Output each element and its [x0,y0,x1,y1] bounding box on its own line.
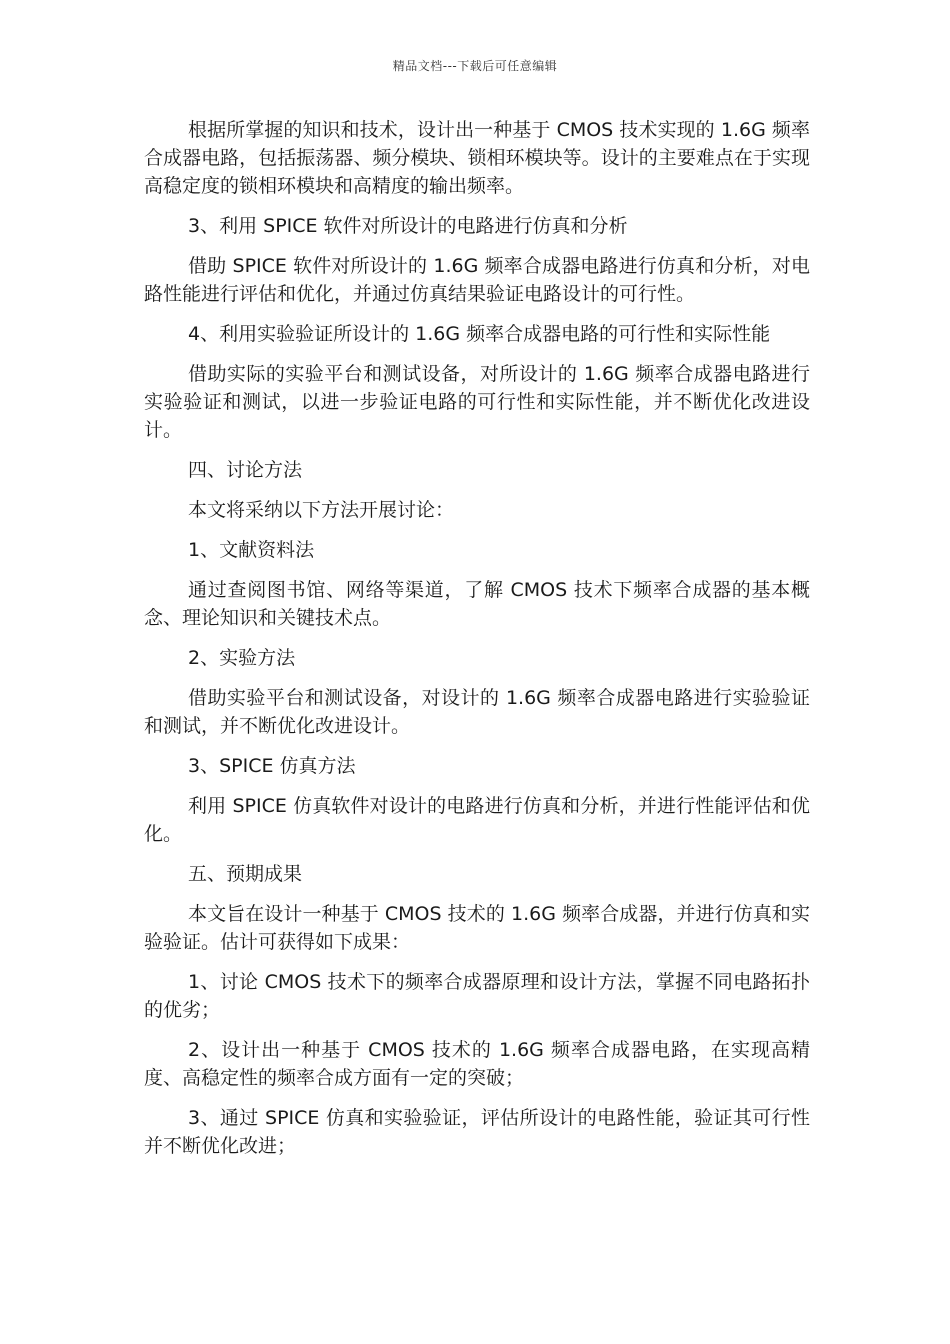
paragraph-experiment: 借助实验平台和测试设备，对设计的 1.6G 频率合成器电路进行实验验证和测试，并不断优化改进设计。 [144,687,810,737]
method-heading-experiment: 2、实验方法 [188,647,296,669]
paragraph-results-intro: 本文旨在设计一种基于 CMOS 技术的 1.6G 频率合成器，并进行仿真和实验验证。估计可获得如下成果： [144,903,810,953]
result-item-2: 2、设计出一种基于 CMOS 技术的 1.6G 频率合成器电路，在实现高精度、高稳定性的频率合成方面有一定的突破； [144,1039,810,1089]
paragraph-experiment-verification: 借助实际的实验平台和测试设备，对所设计的 1.6G 频率合成器电路进行实验验证和测试，以进一步验证电路的可行性和实际性能，并不断优化改进设计。 [144,363,810,441]
paragraph-design-description: 根据所掌握的知识和技术，设计出一种基于 CMOS 技术实现的 1.6G 频率合成器电路，包括振荡器、频分模块、锁相环模块等。设计的主要难点在于实现高稳定度的锁相环模块和高精度的输出频率。 [144,119,810,197]
paragraph-spice: 利用 SPICE 仿真软件对设计的电路进行仿真和分析，并进行性能评估和优化。 [144,795,810,845]
result-item-1: 1、讨论 CMOS 技术下的频率合成器原理和设计方法，掌握不同电路拓扑的优劣； [144,971,810,1021]
paragraph-spice-simulation: 借助 SPICE 软件对所设计的 1.6G 频率合成器电路进行仿真和分析，对电路性能进行评估和优化，并通过仿真结果验证电路设计的可行性。 [144,255,810,305]
item-heading-spice-simulation: 3、利用 SPICE 软件对所设计的电路进行仿真和分析 [188,215,628,237]
method-heading-spice: 3、SPICE 仿真方法 [188,755,356,777]
paragraph-literature: 通过查阅图书馆、网络等渠道，了解 CMOS 技术下频率合成器的基本概念、理论知识和关键技术点。 [144,579,810,629]
section-heading-research-methods: 四、讨论方法 [188,459,303,481]
result-item-3: 3、通过 SPICE 仿真和实验验证，评估所设计的电路性能，验证其可行性并不断优化改进； [144,1107,810,1157]
method-heading-literature: 1、文献资料法 [188,539,315,561]
page-header: 精品文档---下载后可任意编辑 [392,59,558,73]
paragraph-methods-intro: 本文将采纳以下方法开展讨论： [188,499,455,521]
section-heading-expected-results: 五、预期成果 [188,863,303,885]
document-body [144,116,810,1172]
item-heading-experiment-verification: 4、利用实验验证所设计的 1.6G 频率合成器电路的可行性和实际性能 [188,323,771,345]
